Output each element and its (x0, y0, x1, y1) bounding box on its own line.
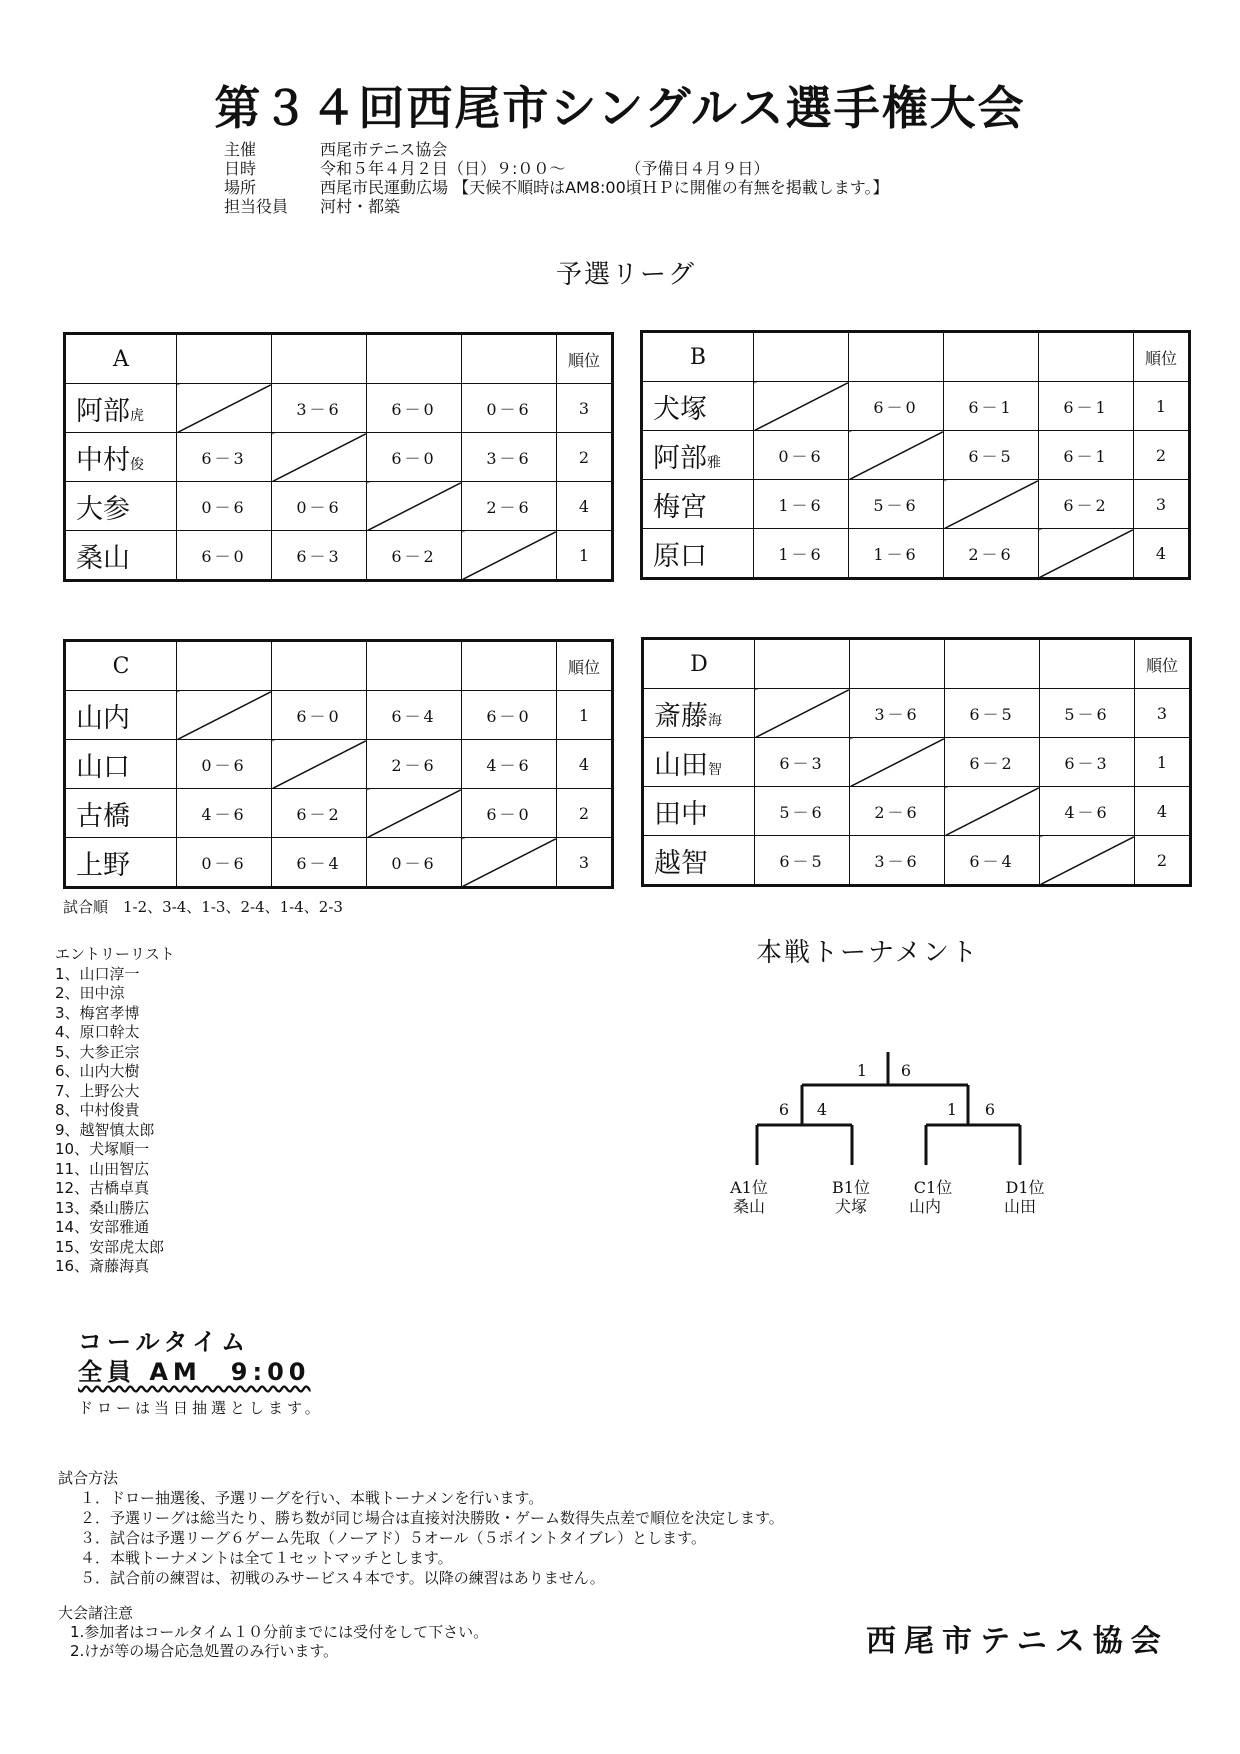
slot-c-name: 山内 (908, 1197, 942, 1216)
header-cell (850, 639, 945, 689)
player-name (65, 740, 177, 789)
host-value: 西尾市テニス協会 (320, 140, 448, 159)
score-cell: 0－6 (462, 384, 557, 433)
player-surname: 古橋 (76, 800, 130, 832)
header-cell (944, 332, 1039, 382)
diagonal-cell (367, 482, 462, 531)
rank-cell: 2 (1135, 836, 1191, 886)
semi-right-score-d: 6 (984, 1100, 996, 1119)
score-cell: 6－3 (755, 738, 850, 787)
header-cell (945, 639, 1040, 689)
header-cell (177, 641, 272, 691)
header-cell (367, 641, 462, 691)
score-cell: 1－6 (754, 480, 849, 529)
diagonal-cell (850, 738, 945, 787)
tournament-title: 本戦トーナメント (756, 938, 979, 968)
player-row (65, 531, 613, 581)
header-cell (272, 641, 367, 691)
score-cell: 0－6 (177, 740, 272, 789)
score-cell: 6－4 (945, 836, 1040, 886)
header-cell (1039, 332, 1134, 382)
rank-cell: 2 (557, 433, 613, 482)
score-cell: 6－0 (272, 691, 367, 740)
rank-header: 順位 (557, 641, 613, 691)
player-name (65, 433, 177, 482)
diagonal-cell (462, 531, 557, 581)
entry-item: 8、中村俊貴 (55, 1101, 140, 1119)
rank-cell: 1 (557, 531, 613, 581)
call-time-box (78, 1327, 311, 1387)
player-surname: 大参 (76, 493, 130, 525)
semi-left-score-a: 6 (778, 1100, 790, 1119)
entry-item: 13、桑山勝広 (55, 1198, 150, 1217)
entry-item: 7、上野公大 (55, 1081, 140, 1100)
player-row (642, 382, 1190, 431)
diagonal-cell (462, 838, 557, 888)
player-surname: 山田 (654, 749, 708, 781)
score-cell: 6－0 (177, 531, 272, 581)
rank-cell: 4 (1134, 529, 1190, 579)
player-tag: 海 (708, 712, 722, 729)
score-cell: 0－6 (177, 838, 272, 888)
method-item: ２．予選リーグは総当たり、勝ち数が同じ場合は直接対決勝敗・ゲーム数得失点差で順位を決定します。 (80, 1509, 784, 1527)
diagonal-cell (755, 689, 850, 738)
player-surname: 原口 (653, 540, 707, 572)
player-name (642, 431, 754, 480)
score-cell: 1－6 (849, 529, 944, 579)
method-title: 試合方法 (58, 1469, 119, 1487)
note-item: 1.参加者はコールタイム１０分前までには受付をして下さい。 (70, 1623, 489, 1641)
score-cell: 2－6 (944, 529, 1039, 579)
player-row (65, 691, 613, 740)
score-cell: 1－6 (754, 529, 849, 579)
player-name (65, 838, 177, 888)
entry-item: 5、大参正宗 (55, 1042, 140, 1061)
player-name (643, 836, 755, 886)
player-name (642, 480, 754, 529)
rank-cell: 3 (557, 838, 613, 888)
header-cell (462, 641, 557, 691)
player-surname: 山口 (76, 751, 130, 783)
entry-item: 10、犬塚順一 (55, 1140, 150, 1158)
player-row (642, 529, 1190, 579)
date-value: 令和５年４月２日（日）９:００～ (320, 159, 566, 178)
rank-cell: 2 (557, 789, 613, 838)
score-cell: 3－6 (850, 836, 945, 886)
notes-title: 大会諸注意 (58, 1604, 134, 1622)
entry-item: 12、古橋卓真 (55, 1179, 150, 1197)
player-row (643, 738, 1191, 787)
player-tag: 俊 (130, 456, 144, 473)
diagonal-cell (945, 787, 1040, 836)
slot-b-pos: B1位 (832, 1178, 870, 1197)
tournament-bracket (700, 1040, 1060, 1230)
score-cell: 6－1 (1039, 382, 1134, 431)
player-name (65, 482, 177, 531)
score-cell: 5－6 (755, 787, 850, 836)
final-score-left: 1 (856, 1061, 868, 1080)
player-tag: 虎 (130, 407, 144, 424)
score-cell: 6－2 (945, 738, 1040, 787)
player-row (643, 787, 1191, 836)
call-time-value: 全員 AM 9:00 (78, 1358, 311, 1386)
player-name (65, 384, 177, 433)
entry-list-title: エントリーリスト (55, 945, 175, 963)
score-cell: 6－1 (944, 382, 1039, 431)
method-item: １．ドロー抽選後、予選リーグを行い、本戦トーナメンを行います。 (80, 1489, 544, 1507)
entry-item: 4、原口幹太 (55, 1023, 140, 1041)
entry-item: 14、安部雅通 (55, 1218, 150, 1236)
slot-a-name: 桑山 (732, 1197, 766, 1216)
group-label: B (642, 332, 754, 382)
score-cell: 6－5 (945, 689, 1040, 738)
player-name (643, 787, 755, 836)
rank-cell: 4 (557, 482, 613, 531)
player-surname: 上野 (76, 849, 130, 881)
rank-cell: 2 (1134, 431, 1190, 480)
player-tag: 智 (708, 761, 722, 778)
group-label: C (65, 641, 177, 691)
host-label: 主催 (224, 140, 257, 159)
score-cell: 0－6 (272, 482, 367, 531)
method-item: ４．本戦トーナメントは全て１セットマッチとします。 (80, 1549, 453, 1567)
score-cell: 6－0 (849, 382, 944, 431)
place-label: 場所 (224, 178, 257, 197)
score-cell: 6－1 (1039, 431, 1134, 480)
score-cell: 0－6 (177, 482, 272, 531)
score-cell: 6－0 (367, 433, 462, 482)
score-cell: 6－5 (944, 431, 1039, 480)
diagonal-cell (754, 382, 849, 431)
rank-cell: 4 (1135, 787, 1191, 836)
league-table-a (63, 332, 614, 582)
player-surname: 田中 (654, 798, 708, 830)
score-cell: 5－6 (1040, 689, 1135, 738)
score-cell: 4－6 (177, 789, 272, 838)
slot-d-name: 山田 (1003, 1197, 1037, 1216)
entry-item: 6、山内大樹 (55, 1062, 140, 1080)
score-cell: 6－0 (462, 789, 557, 838)
header-cell (849, 332, 944, 382)
player-surname: 阿部 (653, 442, 707, 474)
rank-header: 順位 (1135, 639, 1191, 689)
header-cell (272, 334, 367, 384)
player-row (65, 433, 613, 482)
score-cell: 3－6 (272, 384, 367, 433)
entry-item: 11、山田智広 (55, 1159, 150, 1178)
player-surname: 山内 (76, 702, 130, 734)
event-info (224, 140, 889, 216)
diagonal-cell (1039, 529, 1134, 579)
entry-item: 1、山口淳一 (55, 964, 140, 983)
player-name (643, 738, 755, 787)
header-cell (367, 334, 462, 384)
league-table-b (640, 330, 1191, 580)
score-cell: 6－3 (1040, 738, 1135, 787)
rank-cell: 3 (1134, 480, 1190, 529)
rank-cell: 3 (1135, 689, 1191, 738)
slot-d-pos: D1位 (1005, 1178, 1045, 1197)
page-title: 第３４回西尾市シングルス選手権大会 (214, 81, 1026, 135)
entry-item: 3、梅宮孝博 (55, 1003, 140, 1022)
score-cell: 6－2 (272, 789, 367, 838)
group-label: A (65, 334, 177, 384)
header-cell (755, 639, 850, 689)
method-item: ３．試合は予選リーグ６ゲーム先取（ノーアド）５オール（５ポイントタイブレ）とします。 (80, 1529, 706, 1547)
diagonal-cell (367, 789, 462, 838)
rank-header: 順位 (557, 334, 613, 384)
score-cell: 6－5 (755, 836, 850, 886)
score-cell: 6－2 (1039, 480, 1134, 529)
entry-item: 15、安部虎太郎 (55, 1237, 165, 1256)
player-surname: 梅宮 (653, 491, 707, 523)
score-cell: 4－6 (462, 740, 557, 789)
header-cell (177, 334, 272, 384)
rank-cell: 1 (1134, 382, 1190, 431)
entry-item: 2、田中涼 (55, 984, 125, 1002)
player-tag: 雅 (707, 454, 721, 471)
score-cell: 0－6 (754, 431, 849, 480)
slot-a-pos: A1位 (730, 1178, 768, 1197)
semi-right-score-c: 1 (946, 1100, 958, 1119)
player-row (65, 838, 613, 888)
diagonal-cell (272, 740, 367, 789)
slot-b-name: 犬塚 (834, 1197, 868, 1216)
header-cell (1040, 639, 1135, 689)
diagonal-cell (1040, 836, 1135, 886)
rank-header: 順位 (1134, 332, 1190, 382)
score-cell: 6－4 (367, 691, 462, 740)
reserve-date: （予備日４月９日） (625, 159, 770, 178)
player-surname: 犬塚 (653, 393, 707, 425)
score-cell: 6－0 (462, 691, 557, 740)
player-name (642, 529, 754, 579)
player-row (65, 740, 613, 789)
final-score-right: 6 (900, 1061, 912, 1080)
player-surname: 中村 (76, 444, 130, 476)
semi-left-score-b: 4 (816, 1100, 828, 1119)
player-surname: 斎藤 (654, 700, 708, 732)
rank-cell: 4 (557, 740, 613, 789)
player-surname: 桑山 (76, 542, 130, 574)
diagonal-cell (177, 691, 272, 740)
entry-list (55, 945, 175, 1277)
league-table-c (63, 639, 614, 889)
rank-cell: 3 (557, 384, 613, 433)
score-cell: 6－0 (367, 384, 462, 433)
player-name (643, 689, 755, 738)
match-method (58, 1468, 784, 1588)
score-cell: 6－3 (272, 531, 367, 581)
rank-cell: 1 (557, 691, 613, 740)
place-value: 西尾市民運動広場 【天候不順時はAM8:00頃ＨＰに開催の有無を掲載します。】 (320, 178, 889, 197)
diagonal-cell (272, 433, 367, 482)
player-name (65, 531, 177, 581)
player-row (642, 431, 1190, 480)
group-label: D (643, 639, 755, 689)
entry-item: 9、越智慎太郎 (55, 1120, 155, 1139)
slot-c-pos: C1位 (913, 1178, 953, 1197)
score-cell: 3－6 (850, 689, 945, 738)
score-cell: 2－6 (367, 740, 462, 789)
league-table-d (641, 637, 1192, 887)
score-cell: 2－6 (462, 482, 557, 531)
score-cell: 5－6 (849, 480, 944, 529)
note-item: 2.けが等の場合応急処置のみ行います。 (70, 1642, 339, 1660)
player-row (65, 789, 613, 838)
league-title: 予選リーグ (556, 260, 697, 290)
diagonal-cell (177, 384, 272, 433)
tournament-notes (58, 1604, 488, 1661)
diagonal-cell (849, 431, 944, 480)
player-name (65, 691, 177, 740)
score-cell: 0－6 (367, 838, 462, 888)
header-cell (462, 334, 557, 384)
staff-value: 河村・都築 (320, 197, 401, 216)
player-row (643, 689, 1191, 738)
score-cell: 6－2 (367, 531, 462, 581)
player-row (65, 482, 613, 531)
score-cell: 4－6 (1040, 787, 1135, 836)
player-surname: 阿部 (76, 395, 130, 427)
rank-cell: 1 (1135, 738, 1191, 787)
date-label: 日時 (224, 159, 257, 178)
score-cell: 3－6 (462, 433, 557, 482)
player-row (643, 836, 1191, 886)
score-cell: 2－6 (850, 787, 945, 836)
call-time-title: コールタイム (78, 1328, 251, 1356)
entry-item: 16、斎藤海真 (55, 1257, 150, 1275)
player-row (642, 480, 1190, 529)
staff-label: 担当役員 (224, 197, 289, 216)
header-cell (754, 332, 849, 382)
player-row (65, 384, 613, 433)
player-name (642, 382, 754, 431)
score-cell: 6－3 (177, 433, 272, 482)
association-name: 西尾市テニス協会 (866, 1624, 1169, 1659)
diagonal-cell (944, 480, 1039, 529)
match-order: 試合順 1-2、3-4、1-3、2-4、1-4、2-3 (63, 898, 343, 916)
player-surname: 越智 (654, 847, 708, 879)
method-item: ５．試合前の練習は、初戦のみサービス４本です。以降の練習はありません。 (80, 1569, 605, 1587)
player-name (65, 789, 177, 838)
draw-note: ドローは当日抽選とします。 (78, 1399, 324, 1417)
score-cell: 6－4 (272, 838, 367, 888)
